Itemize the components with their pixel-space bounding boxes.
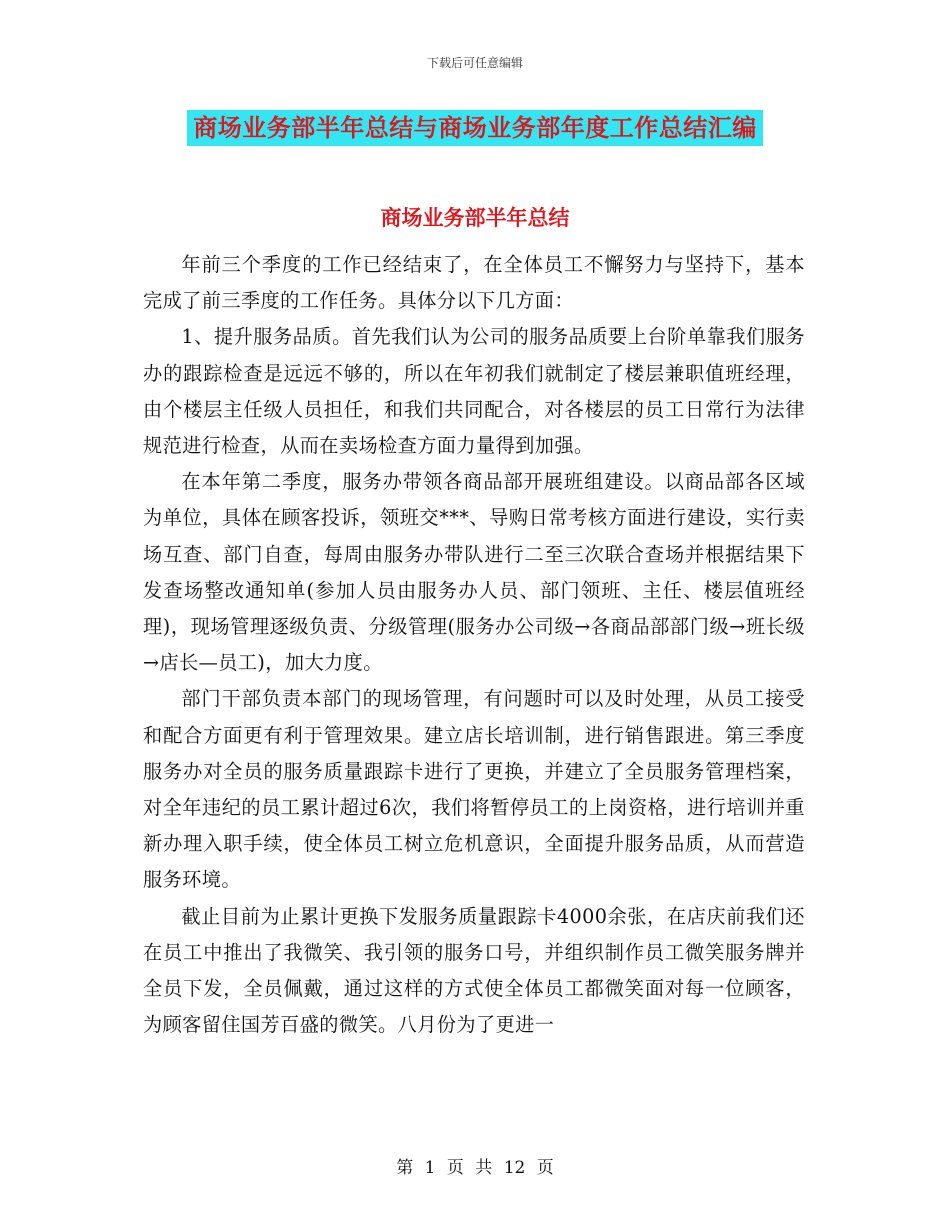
paragraph: 部门干部负责本部门的现场管理，有问题时可以及时处理，从员工接受和配合方面更有利于管理效果。建立店长培训制，进行销售跟进。第三季度服务办对全员的服务质量跟踪卡进行了更换，并建立了全员服务管理档案，对全年违纪的员工累计超过6次，我们将暂停员工的上岗资格，进行培训并重新办理入职手续，使全体员工树立危机意识，全面提升服务品质，从而营造服务环境。 (143, 687, 805, 892)
body-text (143, 247, 805, 1043)
header-note: 下载后可任意编辑 (426, 56, 523, 70)
paragraph: 截止目前为止累计更换下发服务质量跟踪卡4000余张，在店庆前我们还在员工中推出了我微笑、我引领的服务口号，并组织制作员工微笑服务牌并全员下发，全员佩戴，通过这样的方式使全体员工都微笑面对每一位顾客，为顾客留住国芳百盛的微笑。八月份为了更进一 (143, 904, 805, 1037)
paragraph: 1、提升服务品质。首先我们认为公司的服务品质要上台阶单靠我们服务办的跟踪检查是远远不够的，所以在年初我们就制定了楼层兼职值班经理，由个楼层主任级人员担任，和我们共同配合，对各楼层的员工日常行为法律规范进行检查，从而在卖场检查方面力量得到加强。 (143, 325, 805, 458)
paragraph: 年前三个季度的工作已经结束了，在全体员工不懈努力与坚持下，基本完成了前三季度的工作任务。具体分以下几方面： (143, 253, 805, 313)
main-title-container (0, 110, 950, 146)
page-footer: 第 1 页 共 12 页 (396, 1158, 554, 1178)
main-title: 商场业务部半年总结与商场业务部年度工作总结汇编 (187, 110, 763, 146)
paragraph: 在本年第二季度，服务办带领各商品部开展班组建设。以商品部各区域为单位，具体在顾客投诉，领班交***、导购日常考核方面进行建设，实行卖场互查、部门自查，每周由服务办带队进行二至三次联合查场并根据结果下发查场整改通知单(参加人员由服务办人员、部门领班、主任、楼层值班经理)，现场管理逐级负责、分级管理(服务办公司级→各商品部部门级→班长级→店长—员工)，加大力度。 (143, 470, 805, 675)
section-title: 商场业务部半年总结 (380, 206, 570, 230)
